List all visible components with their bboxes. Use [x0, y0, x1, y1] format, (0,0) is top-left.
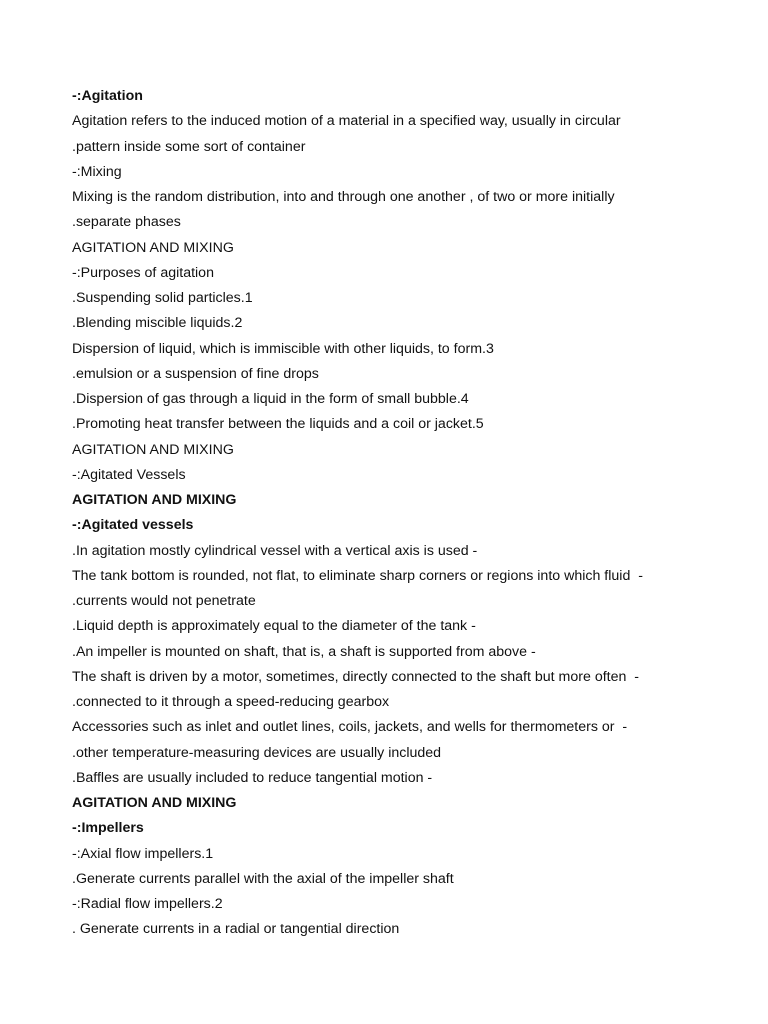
paragraph-line: .separate phases	[72, 214, 181, 231]
list-item: . Generate currents in a radial or tangential direction	[72, 921, 400, 938]
section-title: AGITATION AND MIXING	[72, 441, 234, 458]
list-item: .Baffles are usually included to reduce tangential motion -	[72, 769, 433, 786]
list-item: .An impeller is mounted on shaft, that is, a shaft is supported from above -	[72, 643, 536, 660]
list-item: .Promoting heat transfer between the liquids and a coil or jacket.5	[72, 416, 484, 433]
heading-agitation: -:Agitation	[72, 88, 143, 104]
list-item: .Generate currents parallel with the axial of the impeller shaft	[72, 870, 454, 887]
list-item: .Dispersion of gas through a liquid in the form of small bubble.4	[72, 391, 469, 407]
heading-agitated-vessels-bold: -:Agitated vessels	[72, 517, 194, 534]
list-item: Dispersion of liquid, which is immiscible with other liquids, to form.3	[72, 340, 494, 357]
list-item: .Blending miscible liquids.2	[72, 315, 243, 332]
document-page	[72, 84, 712, 943]
heading-purposes: -:Purposes of agitation	[72, 264, 214, 281]
heading-impellers: -:Impellers	[72, 820, 144, 837]
list-item: .emulsion or a suspension of fine drops	[72, 365, 319, 382]
section-title: AGITATION AND MIXING	[72, 492, 237, 508]
list-item: Accessories such as inlet and outlet lines, coils, jackets, and wells for thermometers or -	[72, 719, 628, 736]
paragraph-line: .pattern inside some sort of container	[72, 138, 306, 155]
list-item: .connected to it through a speed-reducing gearbox	[72, 694, 390, 710]
list-item: .Liquid depth is approximately equal to the diameter of the tank -	[72, 618, 476, 635]
list-item: -:Radial flow impellers.2	[72, 896, 223, 912]
list-item: The tank bottom is rounded, not flat, to eliminate sharp corners or regions into which fluid -	[72, 567, 643, 584]
list-item: -:Axial flow impellers.1	[72, 845, 214, 862]
heading-agitated-vessels: -:Agitated Vessels	[72, 466, 186, 483]
list-item: .Suspending solid particles.1	[72, 290, 253, 306]
paragraph-line: Mixing is the random distribution, into and through one another , of two or more initially	[72, 189, 615, 205]
list-item: The shaft is driven by a motor, sometimes, directly connected to the shaft but more often -	[72, 668, 639, 685]
section-title: AGITATION AND MIXING	[72, 795, 237, 811]
list-item: .other temperature-measuring devices are usually included	[72, 744, 442, 761]
heading-mixing: -:Mixing	[72, 163, 122, 180]
list-item: .currents would not penetrate	[72, 593, 256, 609]
section-title: AGITATION AND MIXING	[72, 239, 234, 256]
paragraph-line: Agitation refers to the induced motion of a material in a specified way, usually in circular	[72, 113, 621, 130]
list-item: .In agitation mostly cylindrical vessel with a vertical axis is used -	[72, 542, 478, 559]
